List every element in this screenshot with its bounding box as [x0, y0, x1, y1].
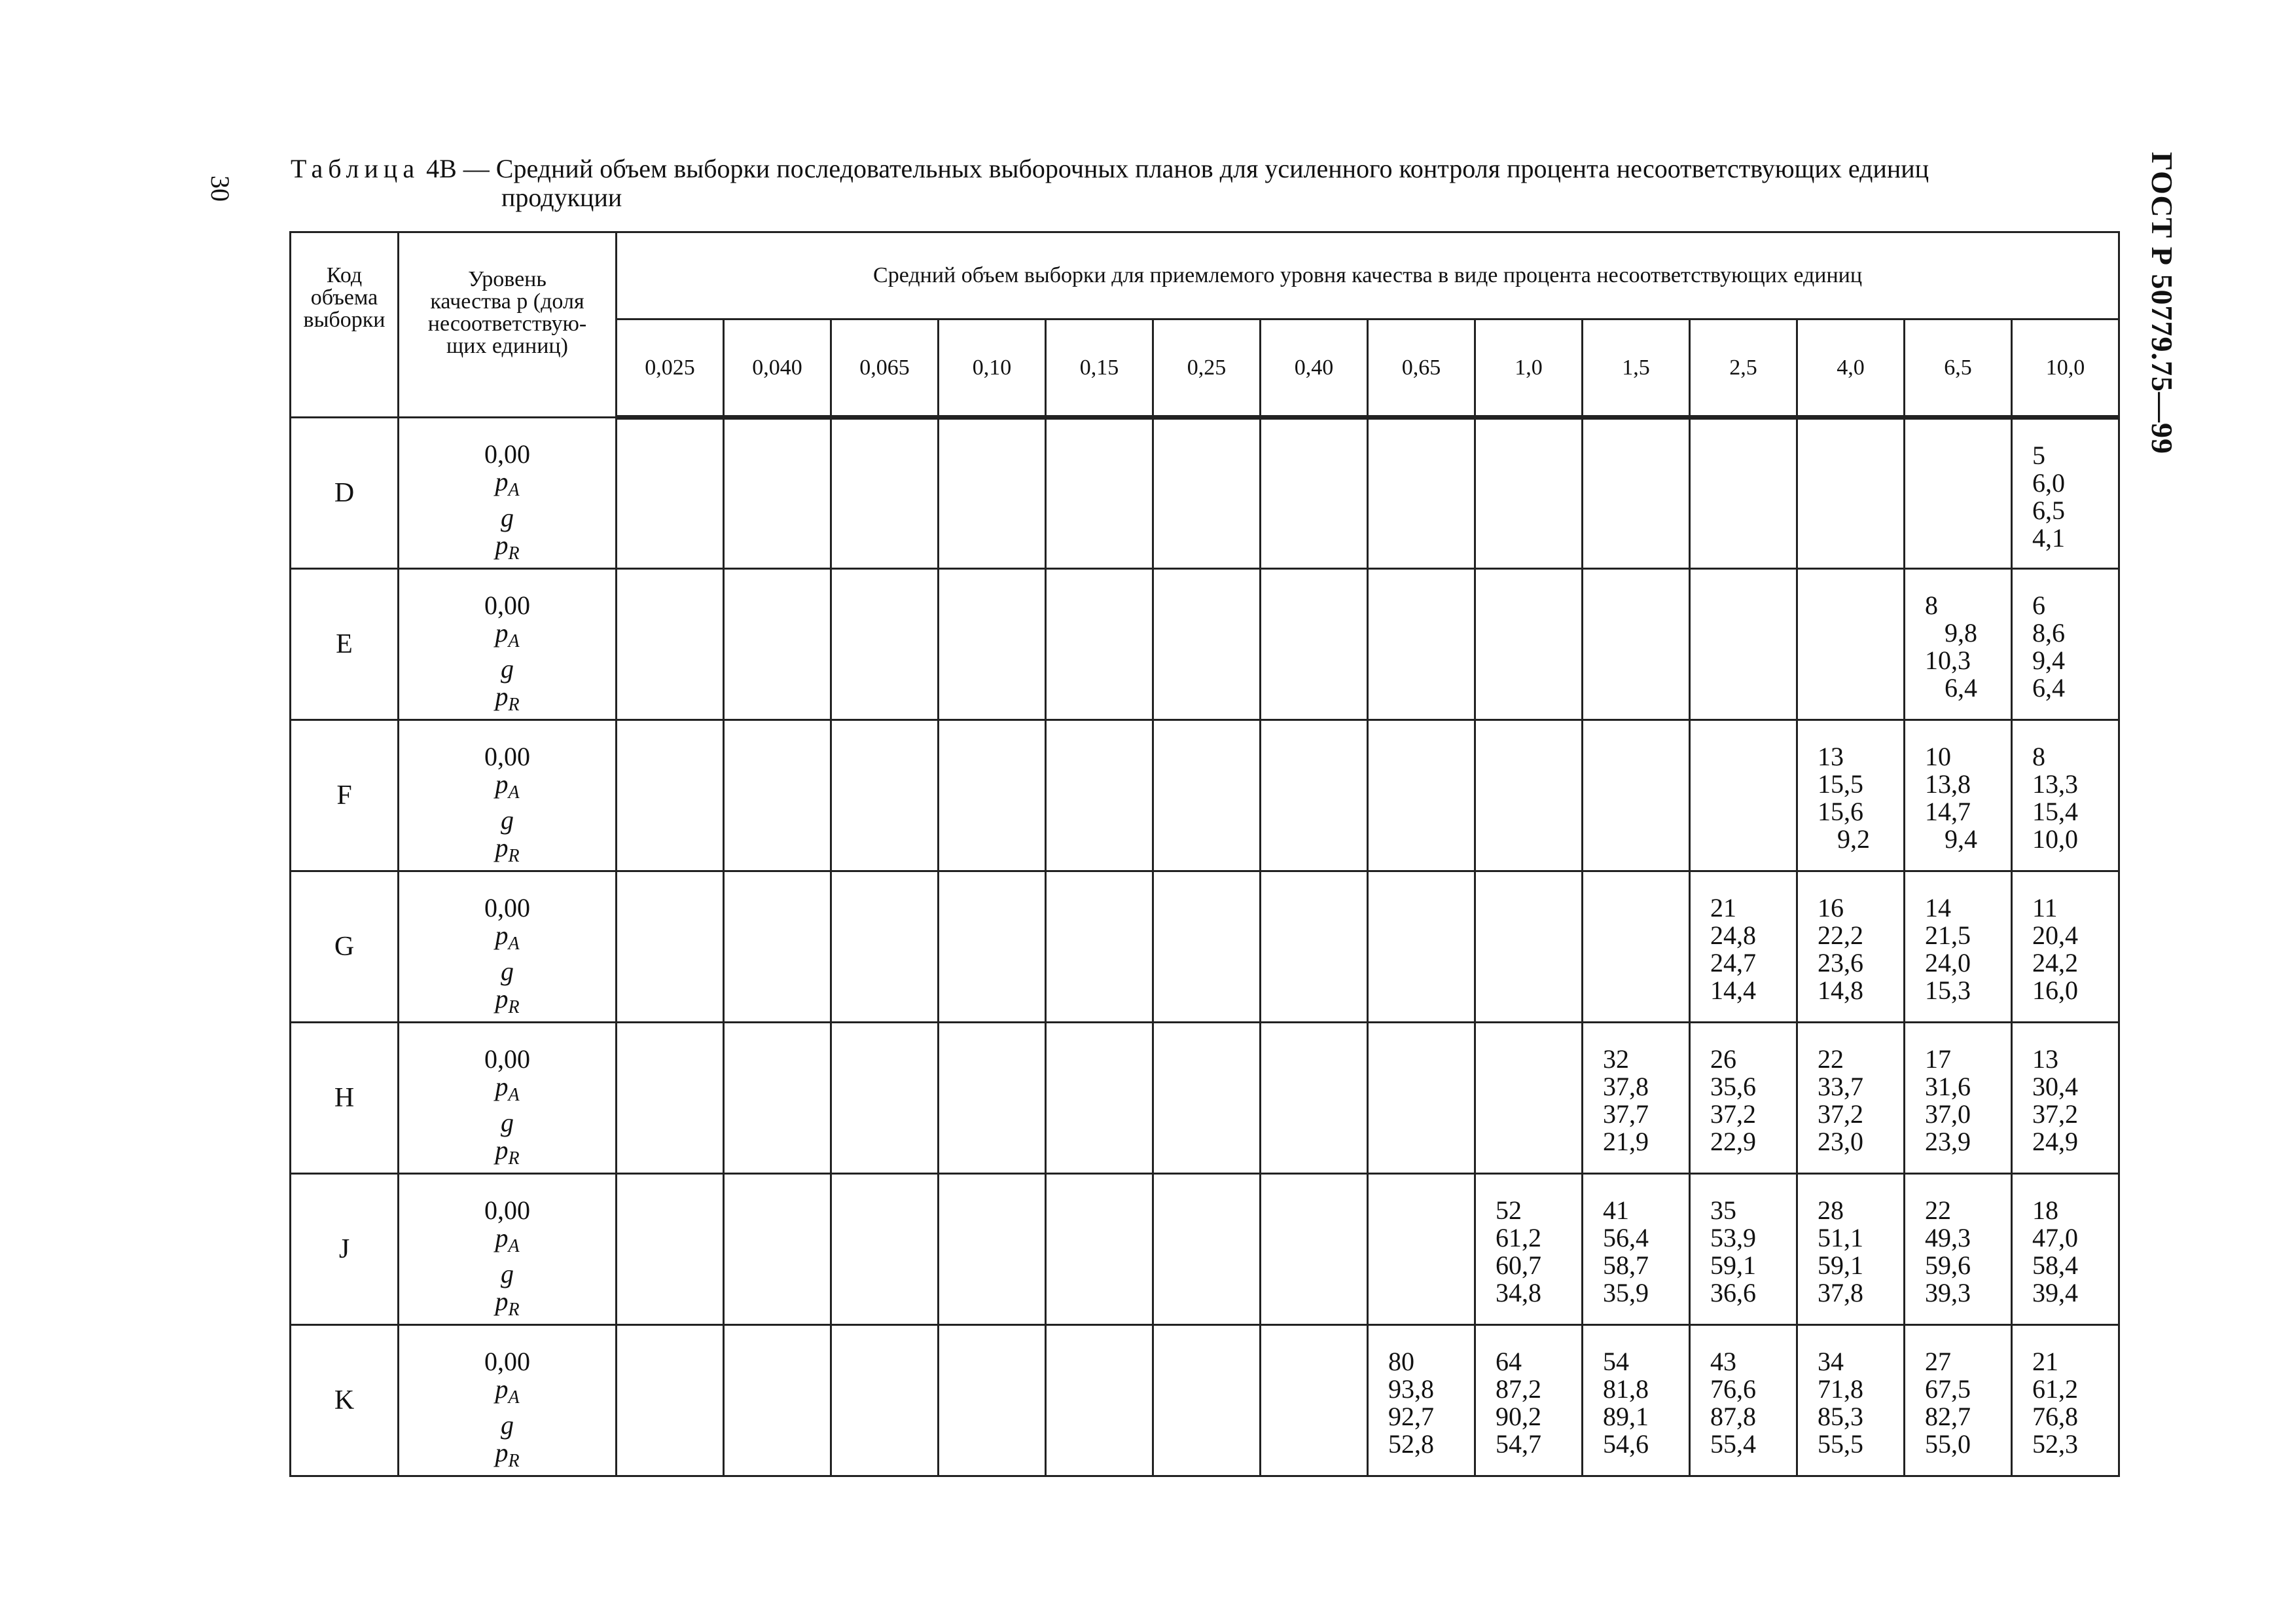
value-line: 21,5: [1925, 921, 1971, 950]
sample-size-value-cell: [939, 1023, 1046, 1174]
sample-size-value-cell: [1797, 1325, 1905, 1476]
sample-size-value-cell: [1368, 1023, 1475, 1174]
level-zero: 0,00: [484, 1347, 530, 1376]
value-line: 22: [1818, 1044, 1844, 1074]
sample-size-value-cell: [1905, 569, 2012, 720]
sample-size-value-cell: [2012, 871, 2119, 1023]
header-code-column: [291, 232, 399, 418]
sample-size-value-cell: [1046, 720, 1153, 871]
sample-size-value-cell: [1153, 1174, 1261, 1325]
value-line: 22: [1925, 1195, 1951, 1225]
sample-size-value-cell: [1475, 569, 1583, 720]
value-line: 15,6: [1818, 797, 1863, 826]
level-pr: $p_R$: [495, 682, 520, 715]
caption-number: 4В: [426, 154, 457, 183]
sample-size-value-cell: [1797, 418, 1905, 569]
value-line: 23,9: [1925, 1127, 1971, 1156]
value-line: 76,6: [1710, 1374, 1756, 1404]
value-line: 71,8: [1818, 1374, 1863, 1404]
value-line: 54,6: [1603, 1429, 1649, 1459]
value-line: 55,5: [1818, 1429, 1863, 1459]
aql-header-cell: 0,025: [617, 319, 724, 418]
value-line: 37,0: [1925, 1099, 1971, 1129]
value-line: 6,5: [2032, 496, 2065, 525]
value-line: 51,1: [1818, 1223, 1863, 1252]
level-pa: $p_A$: [495, 1072, 520, 1105]
sample-size-value-cell: [617, 569, 724, 720]
sample-size-value-cell: [1475, 1325, 1583, 1476]
sample-size-value-cell: [2012, 418, 2119, 569]
aql-header-cell: 0,65: [1368, 319, 1475, 418]
level-zero: 0,00: [484, 742, 530, 771]
sample-size-value-cell: [617, 418, 724, 569]
sample-size-value-cell: [1797, 871, 1905, 1023]
sample-size-table: [289, 231, 2120, 1477]
sample-size-value-cell: [2012, 720, 2119, 871]
sample-size-value-cell: [1690, 1325, 1797, 1476]
level-zero: 0,00: [484, 893, 530, 922]
sample-size-value-cell: [1690, 1023, 1797, 1174]
value-line: 37,2: [1710, 1099, 1756, 1129]
sample-size-code: F: [291, 720, 399, 871]
value-line: 92,7: [1388, 1402, 1434, 1431]
sample-size-value-cell: [724, 871, 831, 1023]
aql-header-cell: 0,040: [724, 319, 831, 418]
value-line: 13,3: [2032, 769, 2078, 799]
aql-header-cell: 1,0: [1475, 319, 1583, 418]
sample-size-value-cell: [1905, 720, 2012, 871]
table-row: [291, 871, 2119, 1023]
sample-size-value-cell: [1153, 569, 1261, 720]
aql-header-cell: 0,065: [831, 319, 939, 418]
value-line: 34: [1818, 1347, 1844, 1376]
value-line: 11: [2032, 893, 2058, 922]
sample-size-value-cell: [939, 1174, 1046, 1325]
sample-size-value-cell: [1368, 871, 1475, 1023]
value-line: 22,2: [1818, 921, 1863, 950]
level-pa: $p_A$: [495, 921, 520, 954]
sample-size-value-cell: [1261, 871, 1368, 1023]
caption-text-line2: продукции: [501, 183, 622, 212]
sample-size-value-cell: [2012, 569, 2119, 720]
sample-size-value-cell: [939, 871, 1046, 1023]
value-line: 6: [2032, 591, 2045, 620]
value-line: 35,9: [1603, 1278, 1649, 1307]
level-pr: $p_R$: [495, 984, 520, 1017]
sample-size-value-cell: [617, 720, 724, 871]
sample-size-value-cell: [1153, 1325, 1261, 1476]
value-line: 9,4: [2032, 646, 2065, 675]
value-line: 28: [1818, 1195, 1844, 1225]
quality-level-cell: [399, 1325, 617, 1476]
header-level-column: [399, 232, 617, 418]
header-level-line: Уровень: [468, 267, 547, 291]
value-line: 8: [1925, 591, 1938, 620]
value-line: 37,8: [1603, 1072, 1649, 1101]
value-line: 5: [2032, 441, 2045, 470]
value-line: 81,8: [1603, 1374, 1649, 1404]
caption-word: Таблица: [291, 154, 420, 183]
level-pr: $p_R$: [495, 530, 520, 564]
sample-size-value-cell: [1046, 1023, 1153, 1174]
value-line: 14,8: [1818, 976, 1863, 1005]
header-group-title: Средний объем выборки для приемлемого уровня качества в виде процента несоответствующих единиц: [617, 232, 2119, 319]
value-line: 9,2: [1837, 824, 1870, 854]
value-line: 80: [1388, 1347, 1414, 1376]
value-line: 16,0: [2032, 976, 2078, 1005]
sample-size-value-cell: [1368, 569, 1475, 720]
value-line: 60,7: [1496, 1250, 1541, 1280]
value-line: 13: [1818, 742, 1844, 771]
aql-header-cell: 10,0: [2012, 319, 2119, 418]
aql-header-cell: 6,5: [1905, 319, 2012, 418]
sample-size-value-cell: [1583, 1023, 1690, 1174]
sample-size-value-cell: [1690, 1174, 1797, 1325]
sample-size-value-cell: [1905, 418, 2012, 569]
sample-size-value-cell: [1261, 720, 1368, 871]
sample-size-value-cell: [831, 1023, 939, 1174]
level-g: g: [501, 805, 514, 835]
sample-size-value-cell: [1583, 1174, 1690, 1325]
level-pr: $p_R$: [495, 833, 520, 866]
sample-size-value-cell: [939, 1325, 1046, 1476]
value-line: 39,3: [1925, 1278, 1971, 1307]
caption-text-line1: — Средний объем выборки последовательных выборочных планов для усиленного контроля процента несоответствующих единиц: [463, 154, 1929, 183]
sample-size-value-cell: [1046, 871, 1153, 1023]
level-g: g: [501, 957, 514, 986]
quality-level-cell: [399, 418, 617, 569]
sample-size-value-cell: [1475, 871, 1583, 1023]
level-pa: $p_A$: [495, 467, 520, 500]
value-line: 61,2: [1496, 1223, 1541, 1252]
sample-size-value-cell: [1261, 1325, 1368, 1476]
sample-size-value-cell: [831, 720, 939, 871]
table-row: [291, 569, 2119, 720]
sample-size-value-cell: [1583, 418, 1690, 569]
quality-level-cell: [399, 720, 617, 871]
sample-size-value-cell: [724, 1023, 831, 1174]
value-line: 9,4: [1945, 824, 1977, 854]
sample-size-value-cell: [1905, 1325, 2012, 1476]
sample-size-value-cell: [1046, 418, 1153, 569]
sample-size-value-cell: [1690, 720, 1797, 871]
table-body: [291, 418, 2119, 1476]
header-code-line: выборки: [303, 308, 386, 332]
sample-size-value-cell: [1261, 569, 1368, 720]
sample-size-value-cell: [617, 1023, 724, 1174]
document-code: ГОСТ Р 50779.75—99: [2145, 152, 2179, 454]
value-line: 23,0: [1818, 1127, 1863, 1156]
sample-size-code: H: [291, 1023, 399, 1174]
table-row: [291, 418, 2119, 569]
value-line: 23,6: [1818, 948, 1863, 977]
sample-size-value-cell: [617, 871, 724, 1023]
sample-size-value-cell: [1046, 1325, 1153, 1476]
value-line: 55,0: [1925, 1429, 1971, 1459]
sample-size-value-cell: [1690, 418, 1797, 569]
value-line: 37,8: [1818, 1278, 1863, 1307]
level-g: g: [501, 1410, 514, 1440]
table-row: [291, 720, 2119, 871]
quality-level-cell: [399, 1023, 617, 1174]
value-line: 32: [1603, 1044, 1629, 1074]
value-line: 24,7: [1710, 948, 1756, 977]
value-line: 6,0: [2032, 468, 2065, 498]
value-line: 10,3: [1925, 646, 1971, 675]
value-line: 9,8: [1945, 618, 1977, 647]
level-g: g: [501, 503, 514, 532]
sample-size-value-cell: [1261, 418, 1368, 569]
sample-size-value-cell: [831, 1174, 939, 1325]
level-zero: 0,00: [484, 1044, 530, 1074]
sample-size-value-cell: [831, 871, 939, 1023]
page-number: 30: [206, 175, 235, 202]
value-line: 39,4: [2032, 1278, 2078, 1307]
sample-size-value-cell: [1153, 871, 1261, 1023]
level-pa: $p_A$: [495, 1223, 520, 1256]
value-line: 56,4: [1603, 1223, 1649, 1252]
value-line: 15,5: [1818, 769, 1863, 799]
value-line: 54,7: [1496, 1429, 1541, 1459]
sample-size-code: K: [291, 1325, 399, 1476]
value-line: 31,6: [1925, 1072, 1971, 1101]
value-line: 24,2: [2032, 948, 2078, 977]
sample-size-value-cell: [2012, 1325, 2119, 1476]
quality-level-cell: [399, 569, 617, 720]
value-line: 37,2: [1818, 1099, 1863, 1129]
value-line: 58,7: [1603, 1250, 1649, 1280]
aql-header-cell: 4,0: [1797, 319, 1905, 418]
value-line: 90,2: [1496, 1402, 1541, 1431]
value-line: 8,6: [2032, 618, 2065, 647]
value-line: 49,3: [1925, 1223, 1971, 1252]
sample-size-value-cell: [617, 1174, 724, 1325]
level-g: g: [501, 1259, 514, 1288]
sample-size-value-cell: [939, 418, 1046, 569]
value-line: 64: [1496, 1347, 1522, 1376]
level-pa: $p_A$: [495, 1374, 520, 1408]
value-line: 59,1: [1710, 1250, 1756, 1280]
sample-size-value-cell: [831, 569, 939, 720]
value-line: 10: [1925, 742, 1951, 771]
value-line: 36,6: [1710, 1278, 1756, 1307]
value-line: 18: [2032, 1195, 2058, 1225]
sample-size-value-cell: [1261, 1174, 1368, 1325]
value-line: 37,7: [1603, 1099, 1649, 1129]
sample-size-value-cell: [1261, 1023, 1368, 1174]
value-line: 21,9: [1603, 1127, 1649, 1156]
value-line: 54: [1603, 1347, 1629, 1376]
sample-size-value-cell: [1583, 569, 1690, 720]
level-pr: $p_R$: [495, 1438, 520, 1471]
value-line: 85,3: [1818, 1402, 1863, 1431]
table-row: [291, 1325, 2119, 1476]
value-line: 52: [1496, 1195, 1522, 1225]
sample-size-value-cell: [1797, 569, 1905, 720]
value-line: 30,4: [2032, 1072, 2078, 1101]
value-line: 87,2: [1496, 1374, 1541, 1404]
value-line: 24,0: [1925, 948, 1971, 977]
sample-size-value-cell: [1583, 1325, 1690, 1476]
sample-size-value-cell: [939, 569, 1046, 720]
aql-header-cell: 2,5: [1690, 319, 1797, 418]
value-line: 13,8: [1925, 769, 1971, 799]
value-line: 27: [1925, 1347, 1951, 1376]
value-line: 21: [1710, 893, 1736, 922]
sample-size-value-cell: [1475, 1023, 1583, 1174]
value-line: 61,2: [2032, 1374, 2078, 1404]
sample-size-value-cell: [2012, 1023, 2119, 1174]
sample-size-value-cell: [1153, 1023, 1261, 1174]
aql-header-cell: 1,5: [1583, 319, 1690, 418]
table-caption: [291, 155, 2117, 212]
header-level-line: щих единиц): [446, 334, 568, 358]
value-line: 16: [1818, 893, 1844, 922]
sample-size-value-cell: [1046, 1174, 1153, 1325]
level-zero: 0,00: [484, 439, 530, 469]
sample-size-value-cell: [1905, 871, 2012, 1023]
sample-size-value-cell: [1153, 720, 1261, 871]
sample-size-value-cell: [831, 1325, 939, 1476]
value-line: 33,7: [1818, 1072, 1863, 1101]
sample-size-value-cell: [1475, 418, 1583, 569]
value-line: 14,4: [1710, 976, 1756, 1005]
sample-size-value-cell: [1368, 720, 1475, 871]
value-line: 10,0: [2032, 824, 2078, 854]
level-zero: 0,00: [484, 1195, 530, 1225]
sample-size-value-cell: [1475, 720, 1583, 871]
value-line: 47,0: [2032, 1223, 2078, 1252]
value-line: 17: [1925, 1044, 1951, 1074]
sample-size-value-cell: [1368, 1174, 1475, 1325]
value-line: 55,4: [1710, 1429, 1756, 1459]
value-line: 67,5: [1925, 1374, 1971, 1404]
value-line: 6,4: [2032, 673, 2065, 702]
value-line: 52,3: [2032, 1429, 2078, 1459]
aql-header-cell: 0,15: [1046, 319, 1153, 418]
value-line: 22,9: [1710, 1127, 1756, 1156]
value-line: 87,8: [1710, 1402, 1756, 1431]
sample-size-code: E: [291, 569, 399, 720]
quality-level-cell: [399, 871, 617, 1023]
value-line: 76,8: [2032, 1402, 2078, 1431]
sample-size-value-cell: [1368, 1325, 1475, 1476]
value-line: 24,8: [1710, 921, 1756, 950]
aql-header-cell: 0,25: [1153, 319, 1261, 418]
sample-size-code: G: [291, 871, 399, 1023]
value-line: 35,6: [1710, 1072, 1756, 1101]
value-line: 35: [1710, 1195, 1736, 1225]
quality-level-cell: [399, 1174, 617, 1325]
level-pr: $p_R$: [495, 1286, 520, 1320]
header-code-line: Код: [326, 263, 363, 287]
value-line: 4,1: [2032, 523, 2065, 553]
sample-size-value-cell: [2012, 1174, 2119, 1325]
sample-size-code: D: [291, 418, 399, 569]
value-line: 41: [1603, 1195, 1629, 1225]
sample-size-value-cell: [1690, 569, 1797, 720]
aql-header-cell: 0,40: [1261, 319, 1368, 418]
sample-size-value-cell: [939, 720, 1046, 871]
sample-size-value-cell: [1046, 569, 1153, 720]
level-zero: 0,00: [484, 591, 530, 620]
value-line: 15,3: [1925, 976, 1971, 1005]
value-line: 6,4: [1945, 673, 1977, 702]
level-pa: $p_A$: [495, 769, 520, 803]
level-g: g: [501, 1108, 514, 1137]
header-row-top: [291, 232, 2119, 319]
aql-header-cell: 0,10: [939, 319, 1046, 418]
value-line: 52,8: [1388, 1429, 1434, 1459]
sample-size-value-cell: [1905, 1174, 2012, 1325]
value-line: 15,4: [2032, 797, 2078, 826]
sample-size-value-cell: [1368, 418, 1475, 569]
value-line: 34,8: [1496, 1278, 1541, 1307]
header-level-line: качества p (доля: [430, 289, 584, 314]
value-line: 37,2: [2032, 1099, 2078, 1129]
table-row: [291, 1023, 2119, 1174]
sample-size-value-cell: [724, 569, 831, 720]
sample-size-value-cell: [1797, 720, 1905, 871]
value-line: 82,7: [1925, 1402, 1971, 1431]
sample-size-value-cell: [724, 1174, 831, 1325]
value-line: 89,1: [1603, 1402, 1649, 1431]
value-line: 26: [1710, 1044, 1736, 1074]
header-code-line: объема: [310, 285, 378, 310]
value-line: 8: [2032, 742, 2045, 771]
value-line: 53,9: [1710, 1223, 1756, 1252]
sample-size-value-cell: [617, 1325, 724, 1476]
value-line: 58,4: [2032, 1250, 2078, 1280]
sample-size-value-cell: [1797, 1023, 1905, 1174]
sample-size-value-cell: [1690, 871, 1797, 1023]
value-line: 14,7: [1925, 797, 1971, 826]
sample-size-code: J: [291, 1174, 399, 1325]
level-pa: $p_A$: [495, 618, 520, 651]
sample-size-value-cell: [1583, 720, 1690, 871]
sample-size-value-cell: [831, 418, 939, 569]
value-line: 43: [1710, 1347, 1736, 1376]
value-line: 21: [2032, 1347, 2058, 1376]
value-line: 59,6: [1925, 1250, 1971, 1280]
value-line: 59,1: [1818, 1250, 1863, 1280]
table-row: [291, 1174, 2119, 1325]
value-line: 93,8: [1388, 1374, 1434, 1404]
header-level-line: несоответствую-: [427, 312, 587, 336]
sample-size-value-cell: [724, 1325, 831, 1476]
sample-size-value-cell: [1905, 1023, 2012, 1174]
sample-size-value-cell: [1797, 1174, 1905, 1325]
sample-size-value-cell: [1475, 1174, 1583, 1325]
value-line: 14: [1925, 893, 1951, 922]
sample-size-value-cell: [724, 720, 831, 871]
value-line: 24,9: [2032, 1127, 2078, 1156]
level-g: g: [501, 654, 514, 684]
level-pr: $p_R$: [495, 1135, 520, 1169]
value-line: 13: [2032, 1044, 2058, 1074]
sample-size-value-cell: [724, 418, 831, 569]
sample-size-value-cell: [1153, 418, 1261, 569]
sample-size-value-cell: [1583, 871, 1690, 1023]
value-line: 20,4: [2032, 921, 2078, 950]
